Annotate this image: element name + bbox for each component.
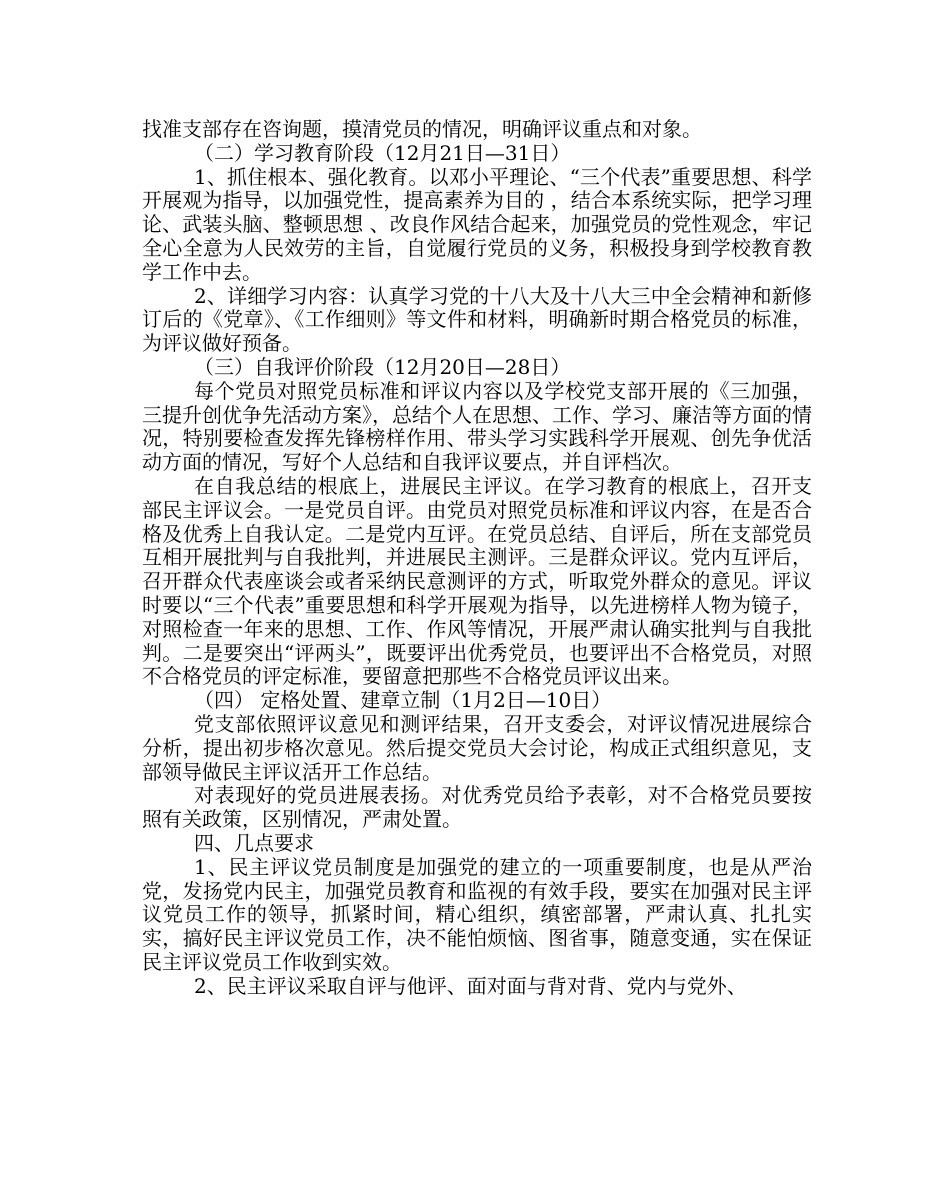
section-heading-study-stage: （二）学习教育阶段（12月21日—31日） (194, 140, 571, 165)
paragraph-13: 2、民主评议采取自评与他评、面对面与背对背、党内与党外、 (194, 973, 747, 998)
paragraph-1: 找准支部存在咨询题，摸清党员的情况，明确评议重点和对象。 (142, 117, 702, 141)
paragraph-7: 在自我总结的根底上，进展民主评议。在学习教育的根底上，召开支部民主评议会。一是党员自评。由党员对照党员标准和评议内容，在是否合格及优秀上自我认定。二是党内互评。在党员总结、自评后，所在支部党员互相开展批判与自我批判，并进展民主测评。三是群众评议。党内互评后，召开群众代表座谈会或者采纳民意测评的方式，听取党外群众的意见。评议时要以“三个代表”重要思想和科学开展观为指导，以先进榜样人物为镜子，对照检查一年来的思想、工作、作风等情况，开展严肃认确实批判与自我批判。二是要突出“评两头”，既要评出优秀党员，也要评出不合格党员，对照不合格党员的评定标准，要留意把那些不合格党员评议出来。 (142, 473, 812, 689)
paragraph-10: 对表现好的党员进展表扬。对优秀党员给予表彰，对不合格党员要按照有关政策，区别情况，严肃处置。 (142, 783, 812, 832)
paragraph-4: 2、详细学习内容：认真学习党的十八大及十八大三中全会精神和新修订后的《党章》、《工作细则》等文件和材料，明确新时期合格党员的标准，为评议做好预备。 (142, 283, 812, 356)
paragraph-9: 党支部依照评议意见和测评结果，召开支委会，对评议情况进展综合分析，提出初步格次意见。然后提交党员大会讨论，构成正式组织意见，支部领导做民主评议活开工作总结。 (142, 711, 812, 784)
paragraph-6: 每个党员对照党员标准和评议内容以及学校党支部开展的《三加强，三提升创优争先活动方案》，总结个人在思想、工作、学习、廉洁等方面的情况，特别要检查发挥先锋榜样作用、带头学习实践科学开展观、创先争优活动方面的情况，写好个人总结和自我评议要点，并自评档次。 (142, 378, 812, 475)
paragraph-3: 1、抓住根本、强化教育。以邓小平理论、“三个代表”重要思想、科学开展观为指导，以加强党性，提高素养为目的 ，结合本系统实际，把学习理论、武装头脑、整顿思想 、改良作风结合起来，加强党员的党性观念，牢记全心全意为人民效劳的主旨，自觉履行党员的义务，积极投身到学校教育教学工作中去。 (142, 164, 812, 284)
section-heading-self-eval-stage: （三）自我评价阶段（12月20日—28日） (194, 354, 571, 379)
paragraph-12: 1、民主评议党员制度是加强党的建立的一项重要制度，也是从严治党，发扬党内民主，加强党员教育和监视的有效手段，要实在加强对民主评议党员工作的领导，抓紧时间，精心组织，缜密部署，严肃认真、扎扎实实，搞好民主评议党员工作，决不能怕烦恼、图省事，随意变通，实在保证民主评议党员工作收到实效。 (142, 854, 812, 974)
section-heading-requirements: 四、几点要求 (194, 830, 314, 855)
document-page (142, 118, 812, 998)
section-heading-grading-stage: （四） 定格处置、建章立制（1月2日—10日） (194, 688, 612, 713)
